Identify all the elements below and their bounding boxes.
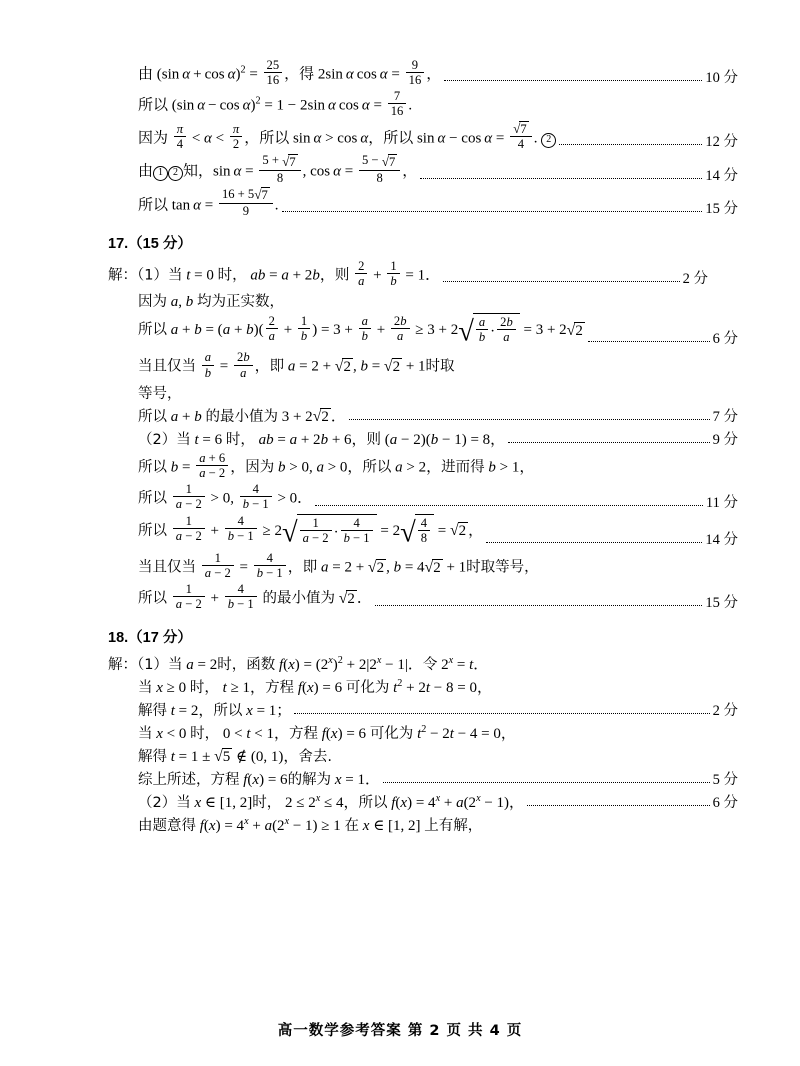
problem-16-tail (108, 58, 738, 218)
dot-leader (542, 573, 735, 574)
dot-leader (485, 828, 735, 829)
math-expression: 所以 a + b 的最小值为 3 + 2√2 ． (138, 408, 346, 426)
problem-18-heading: 18.（17 分） (108, 629, 192, 646)
math-expression: 所以 b = $\frac{a + 6}{a - 2}$ ，因为 b > 0, a > 0，所以 a > 2，进而得 b > 1， (138, 451, 535, 481)
math-expression: 解得 t = 1 ± √5 ∉ (0, 1)，舍去. (138, 748, 332, 766)
solution-line (108, 89, 738, 118)
solution-line (108, 582, 738, 611)
dot-leader (588, 340, 710, 342)
dot-leader (508, 441, 709, 443)
math-expression: 等号， (138, 385, 182, 402)
math-expression: 当 x ≥ 0 时， t ≥ 1，方程 f(x) = 6 可化为 $t^2 + 2t - 8 = 0$， (138, 677, 492, 696)
dot-leader (491, 667, 705, 668)
circled-number-2: 2 (541, 133, 556, 148)
solution-line (108, 551, 738, 580)
dot-leader (383, 781, 710, 783)
math-expression: 当 x < 0 时， 0 < t < 1，方程 f(x) = 6 可化为 $t^2 - 2t - 4 = 0$， (138, 723, 516, 742)
solution-line (108, 58, 738, 87)
dot-leader (486, 541, 702, 543)
solution-line (108, 482, 738, 511)
dot-leader (185, 396, 736, 397)
solution-line (108, 699, 738, 720)
solution-line (108, 350, 738, 379)
score-label: 2 分 (682, 270, 708, 287)
math-expression: 所以 $\frac{1}{a - 2}$ + $\frac{4}{b - 1}$ ≥ 2√ $\frac{1}{a - 2}$ · $\frac{4}{b - 1}$ = 2√ $\frac{4}{8}$ = √2 ， (138, 514, 484, 549)
circled-number-1: 1 (153, 166, 168, 181)
score-label: 6 分 (712, 331, 738, 348)
math-expression: （2）当 x ∈ [1, 2]时， $2 \le 2^x \le 4$，所以 $f(x) = 4^x + a(2^x - 1)$， (138, 793, 525, 812)
solution-line (108, 259, 708, 288)
math-expression: 所以 (sin α − cos α)$^2$ = 1 − 2sin α cos α = $\frac{7}{16}$ . (138, 89, 413, 119)
math-expression: 因为 $\frac{\pi}{4}$ < α < $\frac{\pi}{2}$ ，所以 sin α > cos α，所以 sin α − cos α = $\frac{√7}{4}$ . 2 (138, 120, 556, 151)
math-expression: 解：（1）当 a = 2时，函数 $f(x) = (2^x)^2 + 2|2^x - 1|$．令 $2^x = t$． (108, 654, 489, 673)
dot-leader (519, 736, 735, 737)
problem-18-body (108, 653, 738, 836)
math-expression: 解：（1）当 t = 0 时， ab = a + 2b，则 $\frac{2}{a}$ + $\frac{1}{b}$ = 1． (108, 258, 441, 288)
score-label: 11 分 (705, 494, 738, 511)
math-expression: 由 (sin α + cos α)$^2$ = $\frac{25}{16}$ ，得 2sin α cos α = $\frac{9}{16}$ ， (138, 58, 442, 88)
dot-leader (444, 79, 702, 81)
solution-line (108, 653, 708, 674)
math-expression: 因为 a, b 均为正实数， (138, 293, 284, 310)
score-label: 12 分 (705, 134, 738, 151)
score-label: 9 分 (712, 432, 738, 449)
page-content (108, 58, 738, 839)
score-label: 2 分 (712, 702, 738, 719)
solution-line (108, 120, 738, 151)
page-footer: 高一数学参考答案 第 2 页 共 4 页 (277, 1023, 523, 1039)
score-label: 14 分 (705, 167, 738, 184)
score-label: 5 分 (712, 772, 738, 789)
math-expression: 所以 $\frac{1}{a - 2}$ > 0, $\frac{4}{b - 1}$ > 0． (138, 482, 313, 512)
dot-leader (294, 712, 709, 714)
score-label: 14 分 (705, 532, 738, 549)
solution-line (108, 814, 738, 835)
math-expression: 所以 $\frac{1}{a - 2}$ + $\frac{4}{b - 1}$ 的最小值为 √2 ． (138, 582, 372, 612)
math-expression: 综上所述，方程 f(x) = 6的解为 x = 1． (138, 772, 380, 789)
solution-line (108, 313, 738, 349)
solution-line (108, 187, 738, 218)
dot-leader (559, 143, 702, 145)
problem-17-heading: 17.（15 分） (108, 235, 192, 252)
solution-line (108, 382, 738, 403)
solution-line (108, 514, 738, 550)
solution-line (108, 768, 738, 789)
math-expression: 由 1 2 知，sin α = $\frac{5 + √7}{8}$ , cos α = $\frac{5 - √7}{8}$ ， (138, 153, 418, 185)
dot-leader (375, 604, 702, 606)
solution-line (108, 791, 738, 812)
math-expression: 当且仅当 $\frac{1}{a - 2}$ = $\frac{4}{b - 1}$ ，即 a = 2 + √2 , b = 4√2 + 1时取等号， (138, 551, 539, 581)
solution-line (108, 153, 738, 184)
circled-number-2: 2 (168, 166, 183, 181)
dot-leader (287, 304, 735, 305)
score-label: 15 分 (705, 594, 738, 611)
score-label: 6 分 (712, 795, 738, 812)
math-expression: 所以 a + b = (a + b)( $\frac{2}{a}$ + $\frac{1}{b}$ ) = 3 + $\frac{a}{b}$ + $\frac{2b}{a}$ ≥ 3 + 2√ $\frac{a}{b}$ · $\frac{2b}{a}$ = 3 + 2√2 (138, 313, 583, 348)
dot-leader (443, 280, 680, 282)
dot-leader (335, 759, 735, 760)
solution-line (108, 745, 738, 767)
solution-line (108, 676, 738, 697)
solution-line (108, 405, 738, 427)
dot-leader (495, 690, 735, 691)
math-expression: 解得 t = 2，所以 x = 1； (138, 702, 292, 719)
score-label: 15 分 (705, 200, 738, 217)
dot-leader (458, 373, 735, 374)
math-expression: 当且仅当 $\frac{a}{b}$ = $\frac{2b}{a}$ ，即 a = 2 + √2 , b = √2 + 1时取 (138, 350, 455, 380)
dot-leader (415, 111, 735, 112)
dot-leader (537, 473, 735, 474)
problem-17-body (108, 258, 738, 612)
solution-line (108, 722, 738, 743)
solution-line (108, 290, 738, 311)
dot-leader (527, 804, 710, 806)
math-expression: 由题意得 $f(x) = 4^x + a(2^x - 1) \ge 1$ 在 x ∈ [1, 2] 上有解， (138, 816, 483, 835)
score-label: 7 分 (712, 409, 738, 426)
math-expression: （2）当 t = 6 时， ab = a + 2b + 6，则 (a − 2)(b − 1) = 8， (138, 432, 506, 449)
dot-leader (420, 177, 702, 179)
solution-line (108, 428, 738, 449)
solution-line (108, 451, 738, 480)
score-label: 10 分 (705, 70, 738, 87)
dot-leader (315, 504, 703, 506)
math-expression: 所以 tan α = $\frac{16 + 5√7}{9}$ . (138, 186, 279, 218)
dot-leader (349, 418, 710, 420)
dot-leader (282, 210, 703, 212)
